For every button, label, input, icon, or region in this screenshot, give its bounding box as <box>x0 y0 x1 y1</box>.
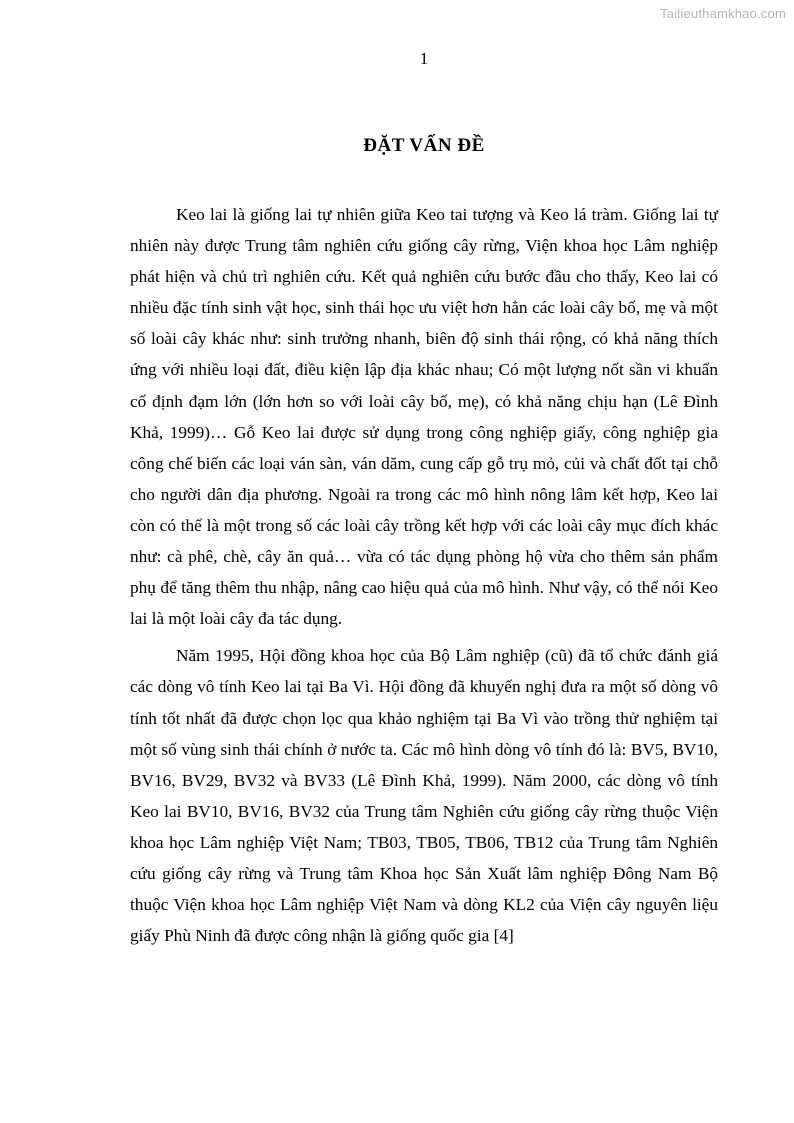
paragraph-1: Keo lai là giống lai tự nhiên giữa Keo tai tượng và Keo lá tràm. Giống lai tự nhiên này được Trung tâm nghiên cứu giống cây rừng, Viện khoa học Lâm nghiệp phát hiện và chủ trì nghiên cứu. Kết quả nghiên cứu bước đầu cho thấy, Keo lai có nhiều đặc tính sinh vật học, sinh thái học ưu việt hơn hẳn các loài cây bố, mẹ và một số loài cây khác như: sinh trưởng nhanh, biên độ sinh thái rộng, có khả năng thích ứng với nhiều loại đất, điều kiện lập địa khác nhau; Có một lượng nốt sần vi khuẩn cố định đạm lớn (lớn hơn so với loài cây bố, mẹ), có khả năng chịu hạn (Lê Đình Khả, 1999)… Gỗ Keo lai được sử dụng trong công nghiệp giấy, công nghiệp gia công chế biến các loại ván sàn, ván dăm, cung cấp gỗ trụ mỏ, củi và chất đốt tại chỗ cho người dân địa phương. Ngoài ra trong các mô hình nông lâm kết hợp, Keo lai còn có thể là một trong số các loài cây trồng kết hợp với các loài cây mục đích khác như: cà phê, chè, cây ăn quả… vừa có tác dụng phòng hộ vừa cho thêm sản phẩm phụ để tăng thêm thu nhập, nâng cao hiệu quả của mô hình. Như vậy, có thể nói Keo lai là một loài cây đa tác dụng. <box>130 205 718 629</box>
watermark-text: Tailieuthamkhao.com <box>660 6 786 21</box>
page-number: 1 <box>419 49 429 68</box>
page-title: ĐẶT VẤN ĐỀ <box>363 135 485 156</box>
paragraph-2: Năm 1995, Hội đồng khoa học của Bộ Lâm nghiệp (cũ) đã tổ chức đánh giá các dòng vô tính Keo lai tại Ba Vì. Hội đồng đã khuyến nghị đưa ra một số dòng vô tính tốt nhất đã được chọn lọc qua khảo nghiệm tại Ba Vì vào trồng thử nghiệm tại một số vùng sinh thái chính ở nước ta. Các mô hình dòng vô tính đó là: BV5, BV10, BV16, BV29, BV32 và BV33 (Lê Đình Khả, 1999). Năm 2000, các dòng vô tính Keo lai BV10, BV16, BV32 của Trung tâm Nghiên cứu giống cây rừng thuộc Viện khoa học Lâm nghiệp Việt Nam; TB03, TB05, TB06, TB12 của Trung tâm Nghiên cứu giống cây rừng và Trung tâm Khoa học Sản Xuất lâm nghiệp Đông Nam Bộ thuộc Viện khoa học Lâm nghiệp Việt Nam và dòng KL2 của Viện cây nguyên liệu giấy Phù Ninh đã được công nhận là giống quốc gia [4] <box>130 646 718 946</box>
body-text <box>130 199 718 951</box>
